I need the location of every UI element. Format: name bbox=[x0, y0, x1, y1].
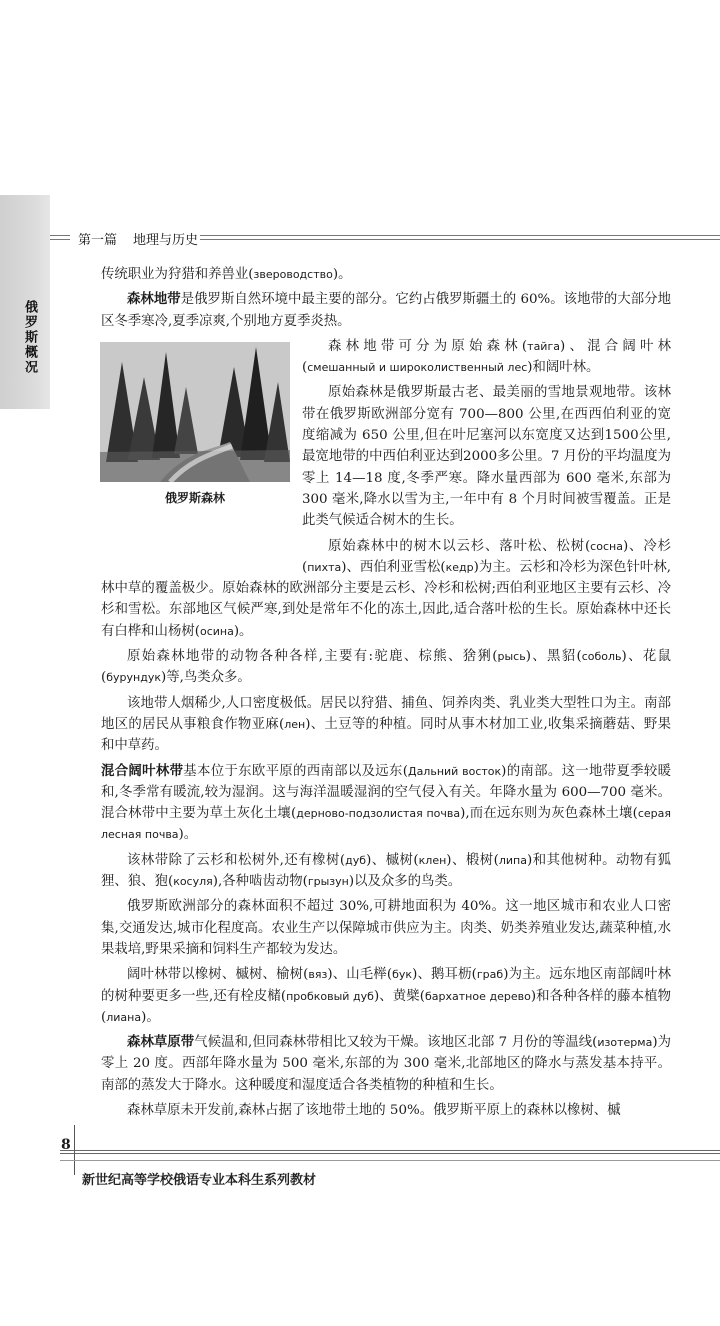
paragraph: 原始森林地带的动物各种各样,主要有:驼鹿、棕熊、猞猁(рысь)、黑貂(соболь)、花鼠(бурундук)等,鸟类众多。 bbox=[101, 649, 671, 686]
running-head bbox=[78, 229, 198, 248]
section-term: 混合阔叶林带 bbox=[101, 762, 184, 779]
series-title: 新世纪高等学校俄语专业本科生系列教材 bbox=[82, 1173, 317, 1188]
paragraph: 该地带人烟稀少,人口密度极低。居民以狩猎、捕鱼、饲养肉类、乳业类大型牲口为主。南部地区的居民从事粮食作物亚麻(лен)、土豆等的种植。同时从事木材加工业,收集采摘蘑菇、野果和中草药。 bbox=[101, 695, 671, 754]
paragraph: 原始森林中的树木以云杉、落叶松、松树(сосна)、冷杉(пихта)、西伯利亚雪松(кедр)为主。云杉和冷杉为深色针叶林,林中草的覆盖极少。原始森林的欧洲部分主要是云杉、冷杉和松树;西伯利亚地区主要有云杉、冷杉和雪松。东部地区气候严寒,到处是常年不化的冻土,因此,适合落叶松的生长。原始森林中还长有白桦和山杨树(осина)。 bbox=[101, 538, 671, 639]
paragraph: 阔叶林带以橡树、槭树、榆树(вяз)、山毛榉(бук)、鹅耳枥(граб)为主。远东地区南部阔叶林的树种要更多一些,还有栓皮槠(пробковый дуб)、黄檗(бархатное дерево)和各种各样的藤本植物(лиана)。 bbox=[101, 967, 672, 1025]
footer-rule bbox=[60, 1150, 720, 1151]
side-tab-label: 俄罗斯概况 bbox=[22, 300, 37, 375]
section-term: 森林地带 bbox=[127, 291, 181, 308]
paragraph: 森林草原带气候温和,但同森林带相比又较为干燥。该地区北部 7 月份的等温线(изотерма)为零上 20 度。西部年降水量为 500 毫米,东部的为 300 毫米,北部地区的降水与蒸发基本持平。南部的蒸发大于降水。这种暖度和湿度适合各类植物的种植和生长。 bbox=[101, 1034, 671, 1093]
paragraph: 该林带除了云杉和松树外,还有橡树(дуб)、槭树(клен)、椴树(липа)和其他树种。动物有狐狸、狼、狍(косуля),各种啮齿动物(грызун)以及众多的鸟类。 bbox=[101, 852, 671, 890]
footer-rule bbox=[60, 1160, 720, 1161]
page-number: 8 bbox=[61, 1137, 71, 1153]
paragraph: 原始森林是俄罗斯最古老、最美丽的雪地景观地带。该林带在俄罗斯欧洲部分宽有 700—800 公里,在西西伯利亚的宽度缩减为 650 公里,但在叶尼塞河以东宽度又达到1500公里,最宽地带的中西伯利亚达到2000多公里。7 月份的平均温度为零上 14—18 度,冬季严寒。降水量西部为 600 毫米,东部为 300 毫米,降水以雪为主,一年中有 8 个月时间被雪覆盖。正是此类气候适合树木的生长。 bbox=[302, 385, 671, 529]
paragraph: 俄罗斯欧洲部分的森林面积不超过 30%,可耕地面积为 40%。这一地区城市和农业人口密集,交通发达,城市化程度高。农业生产以保障城市供应为主。肉类、奶类养殖业发达,蔬菜种植,水果栽培,野果采摘和饲料生产都较为发达。 bbox=[101, 899, 671, 957]
paragraph: 混合阔叶林带基本位于东欧平原的西南部以及远东(Дальний восток)的南部。这一地带夏季较暖和,冬季常有暖流,较为湿润。这与海洋温暖湿润的空气侵入有关。年降水量为 600—700 毫米。混合林带中主要为草土灰化土壤(дерново-подзолистая почва),而在远东则为灰色森林土壤(серая лесная почва)。 bbox=[101, 762, 671, 843]
paragraph: 传统职业为狩猎和养兽业(звероводство)。 bbox=[101, 267, 352, 282]
running-head-part: 第一篇 bbox=[78, 233, 118, 248]
top-margin bbox=[0, 0, 720, 195]
forest-photo bbox=[100, 342, 290, 482]
paragraph: 森林地带可分为原始森林(тайга)、混合阔叶林(смешанный и широколиственный лес)和阔叶林。 bbox=[302, 338, 671, 376]
section-term: 森林草原带 bbox=[127, 1034, 195, 1051]
forest-figure bbox=[100, 342, 290, 566]
figure-caption: 俄罗斯森林 bbox=[164, 490, 225, 505]
paragraph: 森林地带是俄罗斯自然环境中最主要的部分。它约占俄罗斯疆土的 60%。该地带的大部分地区冬季寒冷,夏季凉爽,个别地方夏季炎热。 bbox=[101, 291, 671, 329]
main-text bbox=[101, 264, 671, 1125]
running-head-title: 地理与历史 bbox=[133, 233, 199, 248]
footer-rule bbox=[60, 1153, 720, 1154]
paragraph: 森林草原未开发前,森林占据了该地带土地的 50%。俄罗斯平原上的森林以橡树、槭 bbox=[127, 1102, 621, 1118]
